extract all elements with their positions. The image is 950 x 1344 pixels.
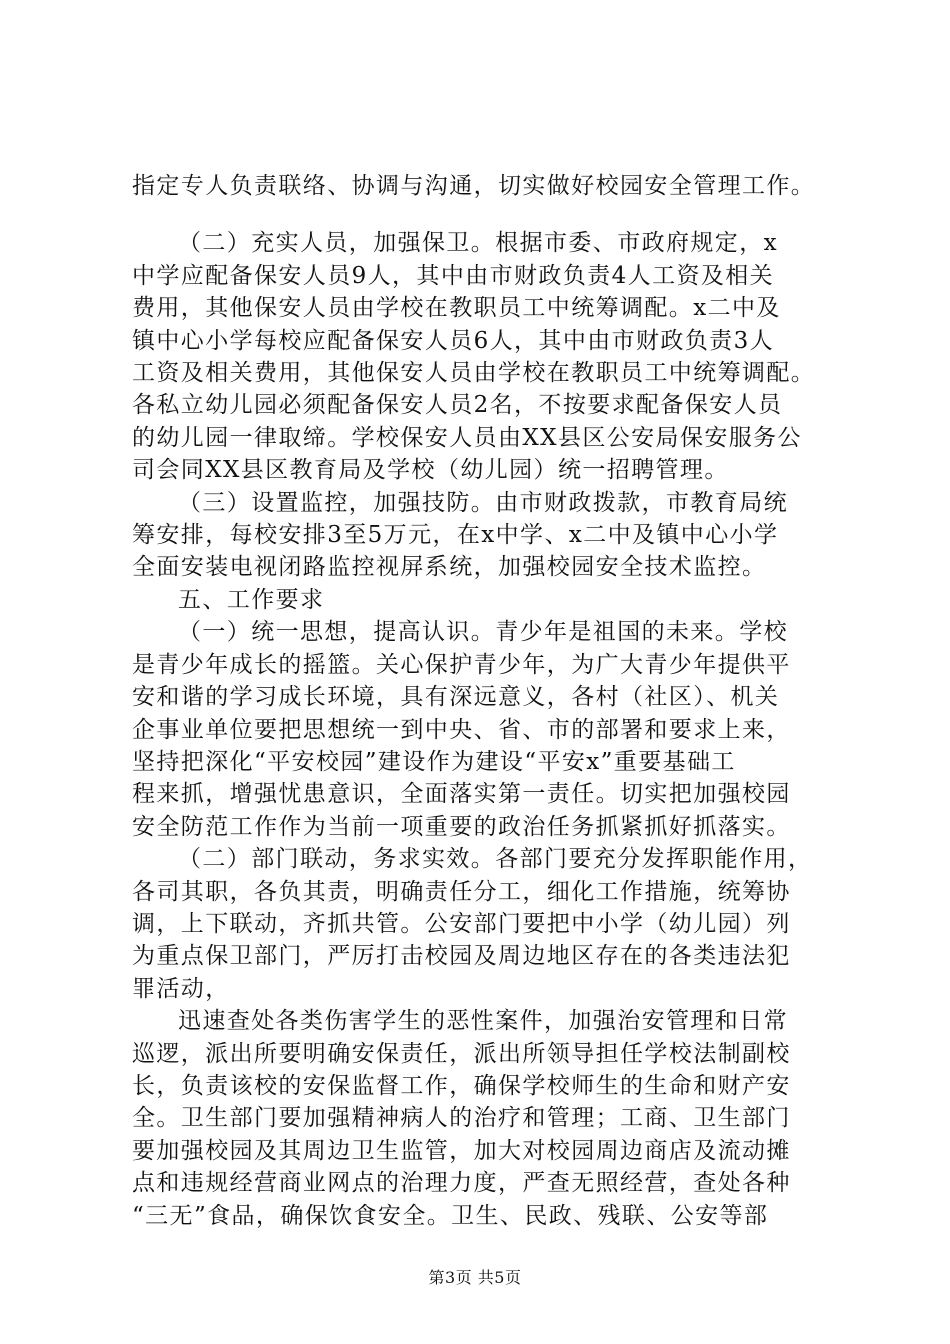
text-line: 长，负责该校的安保监督工作，确保学校师生的生命和财产安 — [132, 1072, 791, 1099]
text-line: “三无”食品，确保饮食安全。卫生、民政、残联、公安等部 — [132, 1202, 769, 1229]
text-line: 费用，其他保安人员由学校在教职员工中统筹调配。x二中及 — [132, 295, 781, 322]
text-line: 全。卫生部门要加强精神病人的治疗和管理；工商、卫生部门 — [132, 1105, 791, 1132]
page-number-footer: 第3页 共5页 — [428, 1268, 522, 1287]
text-line: （二）充实人员，加强保卫。根据市委、市政府规定，x — [178, 230, 778, 257]
paragraph-gap — [132, 202, 832, 227]
text-line: 全面安装电视闭路监控视屏系统，加强校园安全技术监控。 — [132, 554, 767, 581]
text-line: 点和违规经营商业网点的治理力度，严查无照经营，查处各种 — [132, 1170, 791, 1197]
text-line: 司会同XX县区教育局及学校（幼儿园）统一招聘管理。 — [132, 457, 729, 484]
text-line: 筹安排，每校安排3至5万元，在x中学、x二中及镇中心小学 — [132, 522, 779, 549]
text-line: 坚持把深化“平安校园”建设作为建设“平安x”重要基础工 — [132, 748, 736, 775]
text-line: 巡逻，派出所要明确安保责任，派出所领导担任学校法制副校 — [132, 1040, 791, 1067]
text-line: 为重点保卫部门，严厉打击校园及周边地区存在的各类违法犯 — [132, 943, 791, 970]
text-line: 调，上下联动，齐抓共管。公安部门要把中小学（幼儿园）列 — [132, 910, 791, 937]
text-line: 要加强校园及其周边卫生监管，加大对校园周边商店及流动摊 — [132, 1137, 791, 1164]
text-line: 程来抓，增强忧患意识，全面落实第一责任。切实把加强校园 — [132, 781, 791, 808]
text-line: 各司其职，各负其责，明确责任分工，细化工作措施，统筹协 — [132, 878, 791, 905]
text-line: 安和谐的学习成长环境，具有深远意义，各村（社区）、机关 — [132, 684, 780, 711]
section-heading: 五、工作要求 — [178, 586, 325, 613]
text-line: 镇中心小学每校应配备保安人员6人，其中由市财政负责3人 — [132, 327, 775, 354]
text-line: 是青少年成长的摇篮。关心保护青少年，为广大青少年提供平 — [132, 651, 791, 678]
text-line: 各私立幼儿园必须配备保安人员2名，不按要求配备保安人员 — [132, 392, 783, 419]
text-line: 的幼儿园一律取缔。学校保安人员由XX县区公安局保安服务公 — [132, 424, 802, 451]
text-line: （三）设置监控，加强技防。由市财政拨款，市教育局统 — [178, 489, 788, 516]
text-line: 工资及相关费用，其他保安人员由学校在教职员工中统筹调配。 — [132, 360, 816, 387]
document-body — [132, 170, 832, 1232]
text-line: （二）部门联动，务求实效。各部门要充分发挥职能作用， — [178, 846, 813, 873]
text-line: 指定专人负责联络、协调与沟通，切实做好校园安全管理工作。 — [132, 173, 816, 199]
text-line: 罪活动， — [132, 975, 230, 1002]
text-line: 迅速查处各类伤害学生的恶性案件，加强治安管理和日常 — [178, 1008, 788, 1035]
text-line: 安全防范工作作为当前一项重要的政治任务抓紧抓好抓落实。 — [132, 813, 791, 840]
text-line: 企事业单位要把思想统一到中央、省、市的部署和要求上来， — [132, 716, 791, 743]
text-line: 中学应配备保安人员9人，其中由市财政负责4人工资及相关 — [132, 262, 775, 289]
text-line: （一）统一思想，提高认识。青少年是祖国的未来。学校 — [178, 619, 788, 646]
